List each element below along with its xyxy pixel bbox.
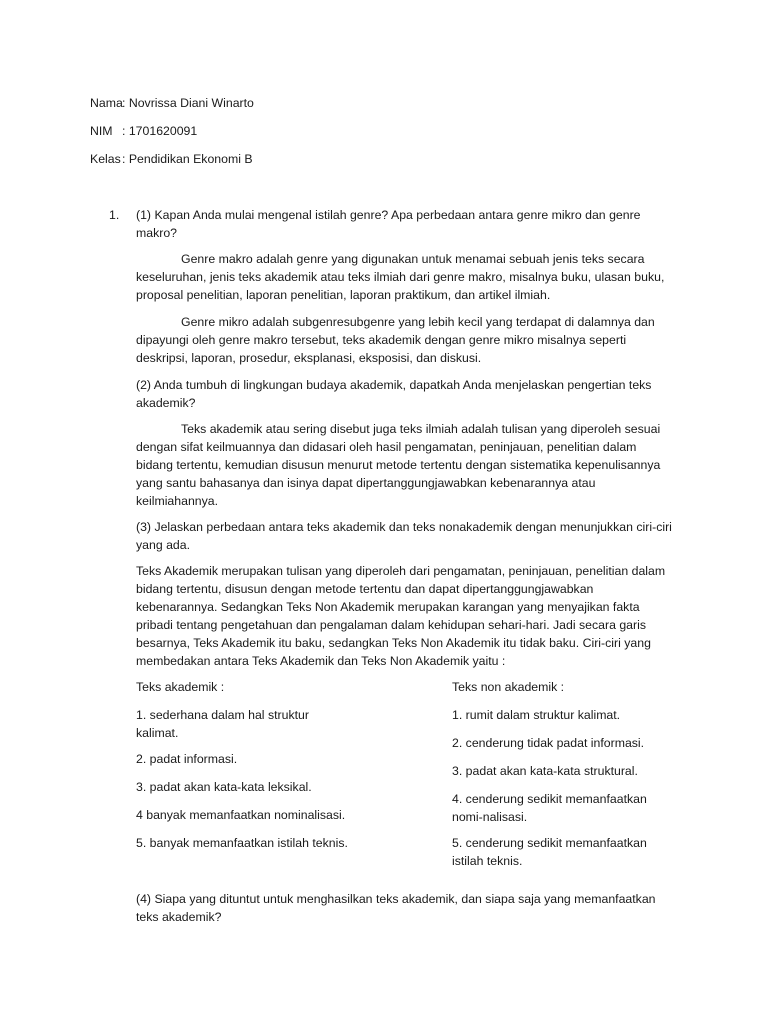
right-column-header: Teks non akademik : [452,680,565,694]
left-item-3: 3. padat akan kata-kata leksikal. [136,780,312,794]
question-1: (1) Kapan Anda mulai mengenal istilah genre? Apa perbedaan antara genre mikro dan genre makro? [136,208,641,240]
question-4: (4) Siapa yang dituntut untuk menghasilkan teks akademik, dan siapa saja yang memanfaatkan teks akademik? [136,892,656,924]
right-item-4: 4. cenderung sedikit memanfaatkan nomi-nalisasi. [452,792,647,824]
left-item-1: 1. sederhana dalam hal struktur kalimat. [136,708,309,740]
kelas-label: Kelas [90,152,121,166]
answer-1-genre-makro: Genre makro adalah genre yang digunakan untuk menamai sebuah jenis teks secara keseluruhan, jenis teks akademik atau teks ilmiah dari genre makro, misalnya buku, ulasan buku, proposal penelitian, laporan penelitian, laporan praktikum, dan artikel ilmiah. [136,252,665,302]
right-item-2: 2. cenderung tidak padat informasi. [452,736,645,750]
answer-2: Teks akademik atau sering disebut juga teks ilmiah adalah tulisan yang diperoleh sesuai dengan sifat keilmuannya dan didasari oleh hasil pengamatan, peninjauan, penelitian dalam bidang tertentu, kemudian disusun menurut metode tertentu dengan sistematika kepenulisannya yang santu bahasanya dan isinya dapat dipertanggungjawabkan kebenarannya atau keilmiahannya. [136,422,661,508]
left-item-4: 4 banyak memanfaatkan nominalisasi. [136,808,346,822]
right-item-5: 5. cenderung sedikit memanfaatkan istilah teknis. [452,836,647,868]
left-column-header: Teks akademik : [136,680,225,694]
nama-value: : Novrissa Diani Winarto [122,96,254,110]
nama-label: Nama [90,96,123,110]
right-item-3: 3. padat akan kata-kata struktural. [452,764,638,778]
comparison-right-column [452,678,672,870]
question-3: (3) Jelaskan perbedaan antara teks akademik dan teks nonakademik dengan menunjukkan ciri-ciri yang ada. [136,520,672,552]
left-item-2: 2. padat informasi. [136,752,238,766]
nim-label: NIM [90,124,113,138]
answer-1-genre-mikro: Genre mikro adalah subgenresubgenre yang lebih kecil yang terdapat di dalamnya dan dipayungi oleh genre makro tersebut, teks akademik dengan genre mikro misalnya seperti deskripsi, laporan, prosedur, eksplanasi, eksposisi, dan diskusi. [136,315,655,365]
list-number: 1. [109,208,120,222]
kelas-value: : Pendidikan Ekonomi B [122,152,253,166]
right-item-1: 1. rumit dalam struktur kalimat. [452,708,621,722]
question-2: (2) Anda tumbuh di lingkungan budaya akademik, dapatkah Anda menjelaskan pengertian teks akademik? [136,378,652,410]
nim-value: : 1701620091 [122,124,198,138]
identity-nama-row [90,94,510,112]
identity-kelas-row [90,150,510,168]
answer-3: Teks Akademik merupakan tulisan yang diperoleh dari pengamatan, peninjauan, penelitian dalam bidang tertentu, disusun dengan metode tertentu dan dapat dipertanggungjawabkan kebenarannya. Sedangkan Teks Non Akademik merupakan karangan yang menyajikan fakta pribadi tentang pengetahuan dan pengalaman dalam kehidupan sehari-hari. Jadi secara garis besarnya, Teks Akademik itu baku, sedangkan Teks Non Akademik itu tidak baku. Ciri-ciri yang membedakan antara Teks Akademik dan Teks Non Akademik yaitu : [136,564,666,668]
left-item-5: 5. banyak memanfaatkan istilah teknis. [136,836,348,850]
comparison-left-column [136,678,348,858]
identity-nim-row [90,122,510,140]
